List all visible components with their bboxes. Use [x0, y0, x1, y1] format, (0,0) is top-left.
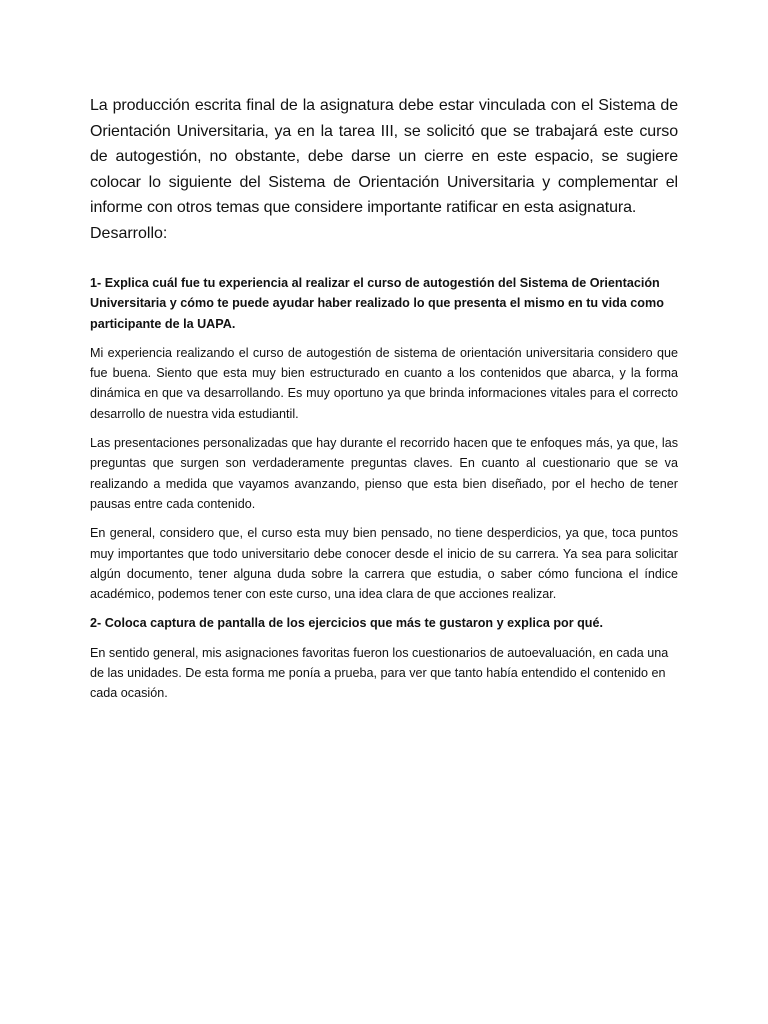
question-1: 1- Explica cuál fue tu experiencia al realizar el curso de autogestión del Sistema de Orientación Universitaria y cómo te puede ayudar haber realizado lo que presenta el mismo en tu vida como participante de la UAPA. — [90, 276, 664, 331]
answer-1-paragraph-1: Mi experiencia realizando el curso de autogestión de sistema de orientación universitaria considero que fue buena. Siento que esta muy bien estructurado en cuanto a los contenidos que abarca, y la forma dinámica en que va desarrollando. Es muy oportuno ya que brinda informaciones vitales para el correcto desarrollo de nuestra vida estudiantil. — [90, 345, 678, 421]
intro-heading: Desarrollo: — [90, 224, 168, 242]
document-body — [90, 93, 678, 713]
question-2: 2- Coloca captura de pantalla de los ejercicios que más te gustaron y explica por qué. — [90, 616, 604, 631]
intro-paragraph: La producción escrita final de la asignatura debe estar vinculada con el Sistema de Orientación Universitaria, ya en la tarea III, se solicitó que se trabajará este curso de autogestión, no obstante, debe darse un cierre en este espacio, se sugiere colocar lo siguiente del Sistema de Orientación Universitaria y complementar el informe con otros temas que considere importante ratificar en esta asignatura. — [90, 97, 678, 216]
answer-2-paragraph-1: En sentido general, mis asignaciones favoritas fueron los cuestionarios de autoevaluación, en cada una de las unidades. De esta forma me ponía a prueba, para ver que tanto había entendido el contenido en cada ocasión. — [90, 645, 669, 701]
answer-1-paragraph-2: Las presentaciones personalizadas que hay durante el recorrido hacen que te enfoques más, ya que, las preguntas que surgen son verdaderamente preguntas claves. En cuanto al cuestionario que se va realizando a medida que vayamos avanzando, pienso que esta bien diseñado, por el hecho de tener pausas entre cada contenido. — [90, 436, 678, 511]
answer-1-paragraph-3: En general, considero que, el curso esta muy bien pensado, no tiene desperdicios, ya que, toca puntos muy importantes que todo universitario debe conocer desde el inicio de su carrera. Ya sea para solicitar algún documento, tener alguna duda sobre la carrera que estudia, o saber cómo funciona el índice académico, podemos tener con este curso, una idea clara de que acciones realizar. — [90, 526, 678, 602]
